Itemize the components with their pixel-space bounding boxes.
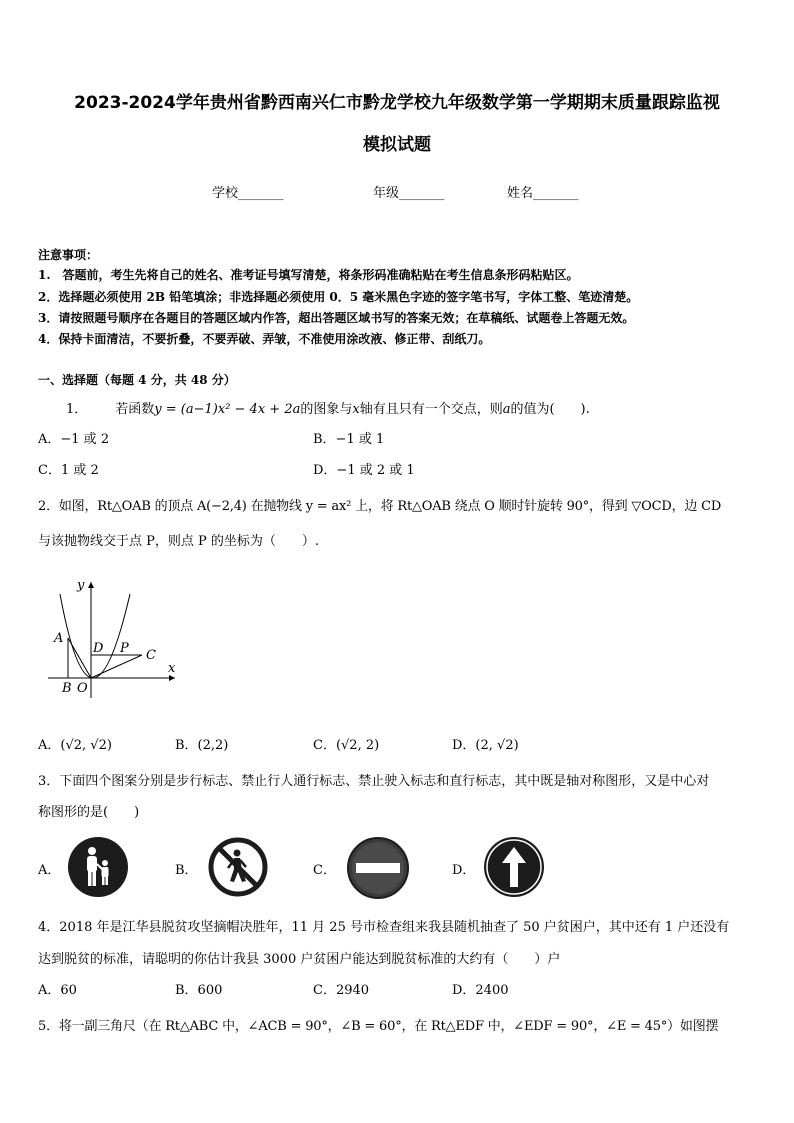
go-straight-sign-icon [482,835,546,899]
notice-item: 1. 答题前，考生先将自己的姓名、准考证号填写清楚，将条形码准确粘贴在考生信息条形码粘贴区。 [38,268,579,282]
question-text: 的值为( ). [510,402,590,417]
notice-item: 4．保持卡面清洁，不要折叠，不要弄破、弄皱，不准使用涂改液、修正带、刮纸刀。 [38,332,491,346]
option-c: C．1 或 2 [38,463,99,478]
option-a: A． [38,863,61,878]
option-a: A．−1 或 2 [38,432,110,447]
grade-field: 年级_______ [373,186,445,201]
option-b: B．600 [175,983,223,998]
question-5-line1: 5．将一副三角尺（在 Rt△ABC 中，∠ACB = 90°，∠B = 60°，在 Rt△EDF 中，∠EDF = 90°，∠E = 45°）如图摆 [38,1019,719,1034]
question-4-line2: 达到脱贫的标准，请聪明的你估计我县 3000 户贫困户能达到脱贫标准的大约有（ ）户 [38,952,561,967]
question-1 [66,398,590,417]
section-heading: 一、选择题（每题 4 分，共 48 分） [38,373,236,387]
question-text: 若函数 [115,402,155,417]
question-2-line1: 2．如图，Rt△OAB 的顶点 A(−2,4) 在抛物线 y = ax² 上，将 Rt△OAB 绕点 O 顺时针旋转 90°，得到 ▽OCD，边 CD [38,499,722,514]
variable-a: a [502,402,511,417]
label-C: C [146,648,156,663]
segment-OC [91,655,142,678]
formula: y = (a−1)x² − 4x + 2a [154,402,301,417]
notice-item: 3．请按照题号顺序在各题目的答题区域内作答，超出答题区域书写的答案无效；在草稿纸、试题卷上答题无效。 [38,311,635,325]
option-d: D．−1 或 2 或 1 [313,463,415,478]
label-x: x [168,661,176,676]
question-2-line2: 与该抛物线交于点 P，则点 P 的坐标为（ ）. [38,534,320,549]
label-O: O [77,681,88,696]
school-field: 学校_______ [212,186,284,201]
option-c: C．2940 [313,983,370,998]
name-field: 姓名_______ [507,186,579,201]
option-c: C． [313,863,336,878]
question-3-line2: 称图形的是( ) [38,805,140,820]
question-3-line1: 3．下面四个图案分别是步行标志、禁止行人通行标志、禁止驶入标志和直行标志，其中既是轴对称图形，又是中心对 [38,774,710,789]
label-y: y [77,578,85,593]
segment-AO [68,638,91,678]
label-A: A [54,631,64,646]
option-b: B． [175,863,198,878]
question-text: 的图象与 [300,402,353,417]
no-entry-sign-icon [346,836,410,900]
option-a: A．(√2, √2) [38,738,112,753]
question-4-line1: 4．2018 年是江华县脱贫攻坚摘帽决胜年，11 月 25 号市检查组来我县随机抽查了 50 户贫困户，其中还有 1 户还没有 [38,920,730,935]
question-text: 轴有且只有一个交点，则 [359,402,503,417]
option-c: C．(√2, 2) [313,738,380,753]
option-b: B．(2,2) [175,738,229,753]
pedestrian-sign-icon [67,836,129,898]
notice-item: 2．选择题必须使用 2B 铅笔填涂；非选择题必须使用 0．5 毫米黑色字迹的签字笔书写，字体工整、笔迹清楚。 [38,290,639,304]
question-number: 1． [66,402,88,417]
option-b: B．−1 或 1 [313,432,385,447]
label-D: D [93,641,104,656]
paper-title-line2: 模拟试题 [363,135,431,155]
y-axis-arrow-icon [88,582,94,588]
option-d: D．2400 [452,983,509,998]
label-B: B [62,681,72,696]
q2-figure [40,572,185,702]
no-pedestrians-sign-icon [207,836,269,898]
option-d: D．(2, √2) [452,738,519,753]
label-P: P [120,641,129,656]
option-d: D． [452,863,476,878]
variable-x: x [352,402,360,417]
paper-title-line1: 2023-2024学年贵州省黔西南兴仁市黔龙学校九年级数学第一学期期末质量跟踪监视 [74,93,720,113]
notice-heading: 注意事项： [38,248,99,262]
option-a: A．60 [38,983,77,998]
